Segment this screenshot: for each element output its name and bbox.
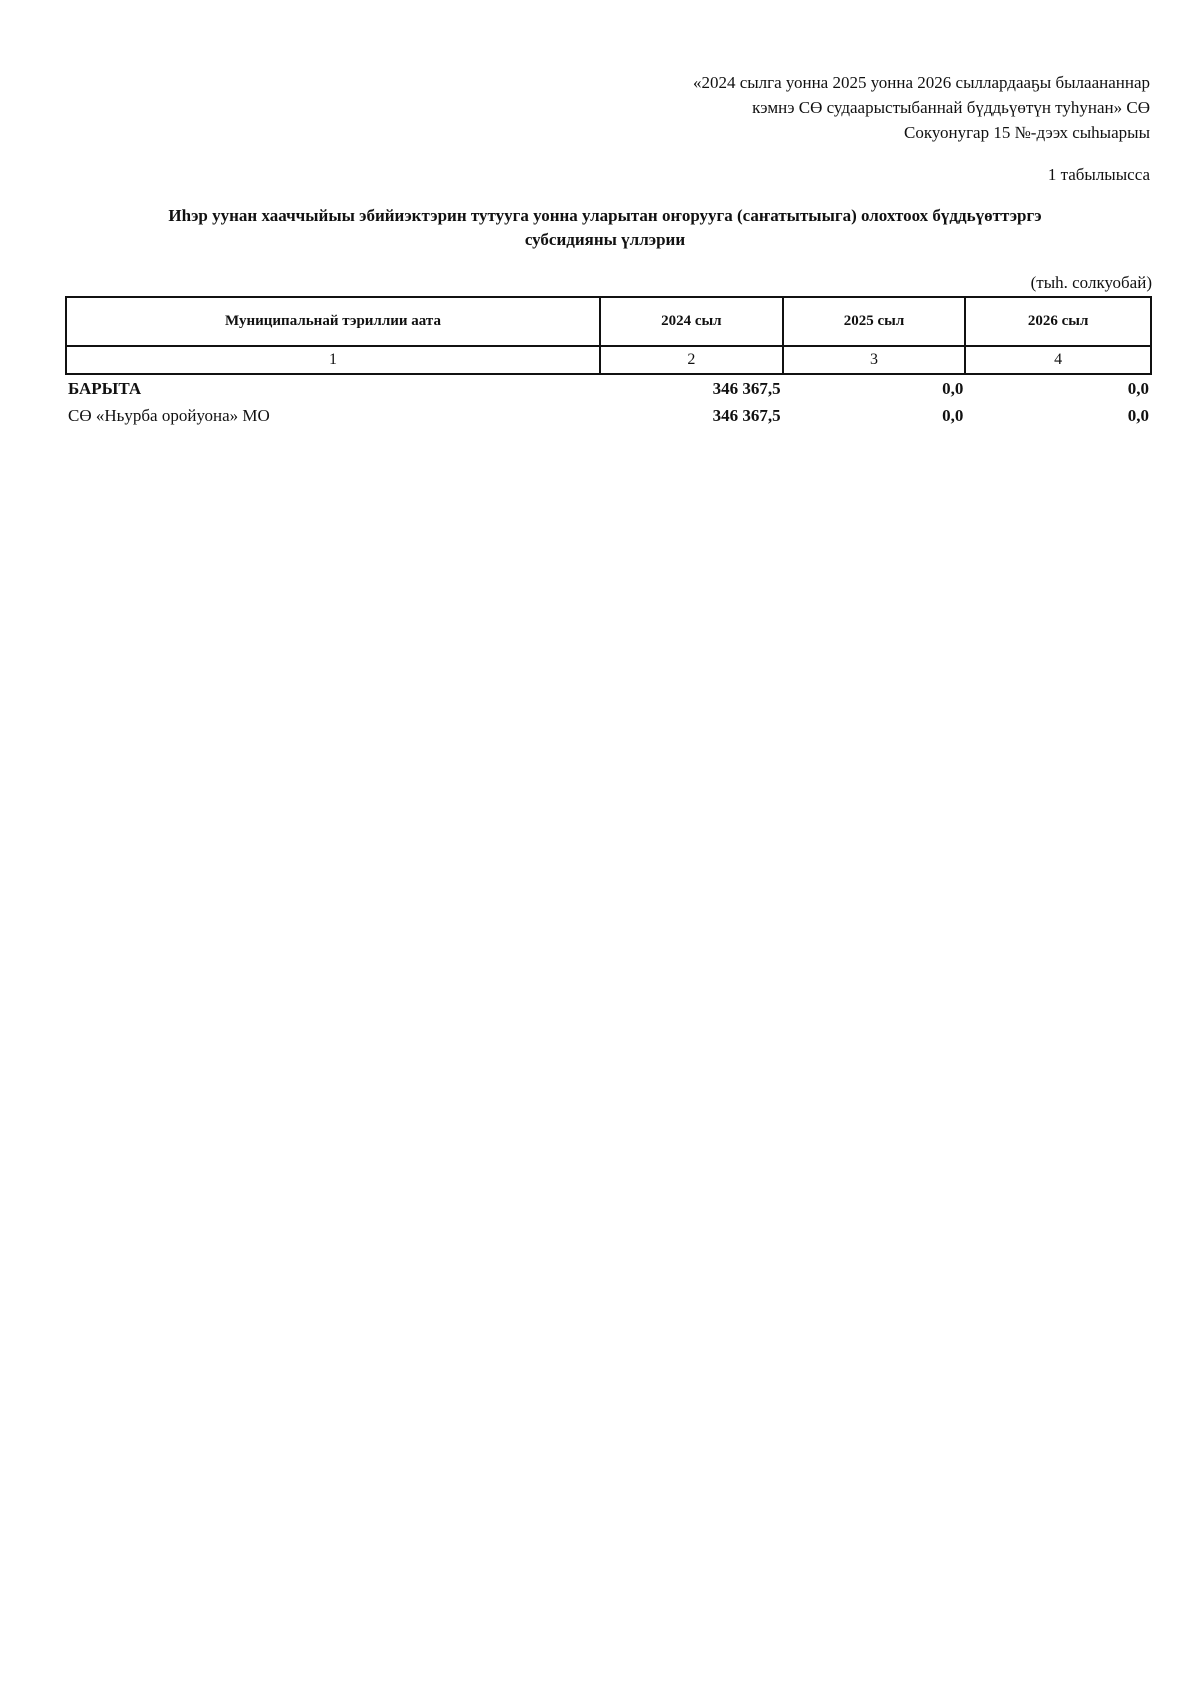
header-line-1: «2024 сылга уонна 2025 уонна 2026 сыллардааҕы былаананнар — [692, 73, 1150, 92]
value-2025: 0,0 — [942, 378, 964, 398]
column-index: 2 — [600, 346, 783, 374]
subsidy-table — [65, 296, 1152, 429]
header-2024: 2024 сыл — [600, 297, 783, 346]
column-index: 1 — [66, 346, 600, 374]
value-2024: 346 367,5 — [712, 378, 781, 398]
title-line-2: субсидияны үллэрии — [524, 230, 686, 249]
column-index-row — [66, 346, 1151, 374]
header-2026: 2026 сыл — [965, 297, 1151, 346]
column-index: 3 — [783, 346, 966, 374]
header-line-2: кэмнэ СӨ судаарыстыбаннай бүддьүөтүн туһунан» СӨ — [752, 98, 1150, 117]
value-2024: 346 367,5 — [712, 405, 781, 425]
document-title — [65, 204, 1145, 252]
table-row-total — [66, 374, 1151, 402]
table-header-row — [66, 297, 1151, 346]
value-2026: 0,0 — [1127, 378, 1149, 398]
header-line-3: Сокуонугар 15 №-дээх сыһыарыы — [904, 123, 1150, 142]
table-row — [66, 402, 1151, 429]
header-2025: 2025 сыл — [783, 297, 966, 346]
title-line-1: Иһэр уунан хааччыйыы эбийиэктэрин тутууга уонна уларытан оҥоруугa (саҥатытыыга) олохтоох бүддьүөттэргэ — [168, 206, 1042, 225]
value-2026: 0,0 — [1127, 405, 1149, 425]
row-name: СӨ «Ньурба оройуона» МО — [68, 405, 270, 425]
column-index: 4 — [965, 346, 1151, 374]
table-number: 1 табылыысса — [1047, 165, 1150, 184]
value-2025: 0,0 — [942, 405, 964, 425]
units-label: (тыһ. солкуобай) — [1030, 273, 1152, 292]
row-name: БАРЫТА — [68, 378, 142, 398]
document-header — [450, 70, 1150, 145]
header-municipality: Муниципальнай тэриллии аата — [66, 297, 600, 346]
